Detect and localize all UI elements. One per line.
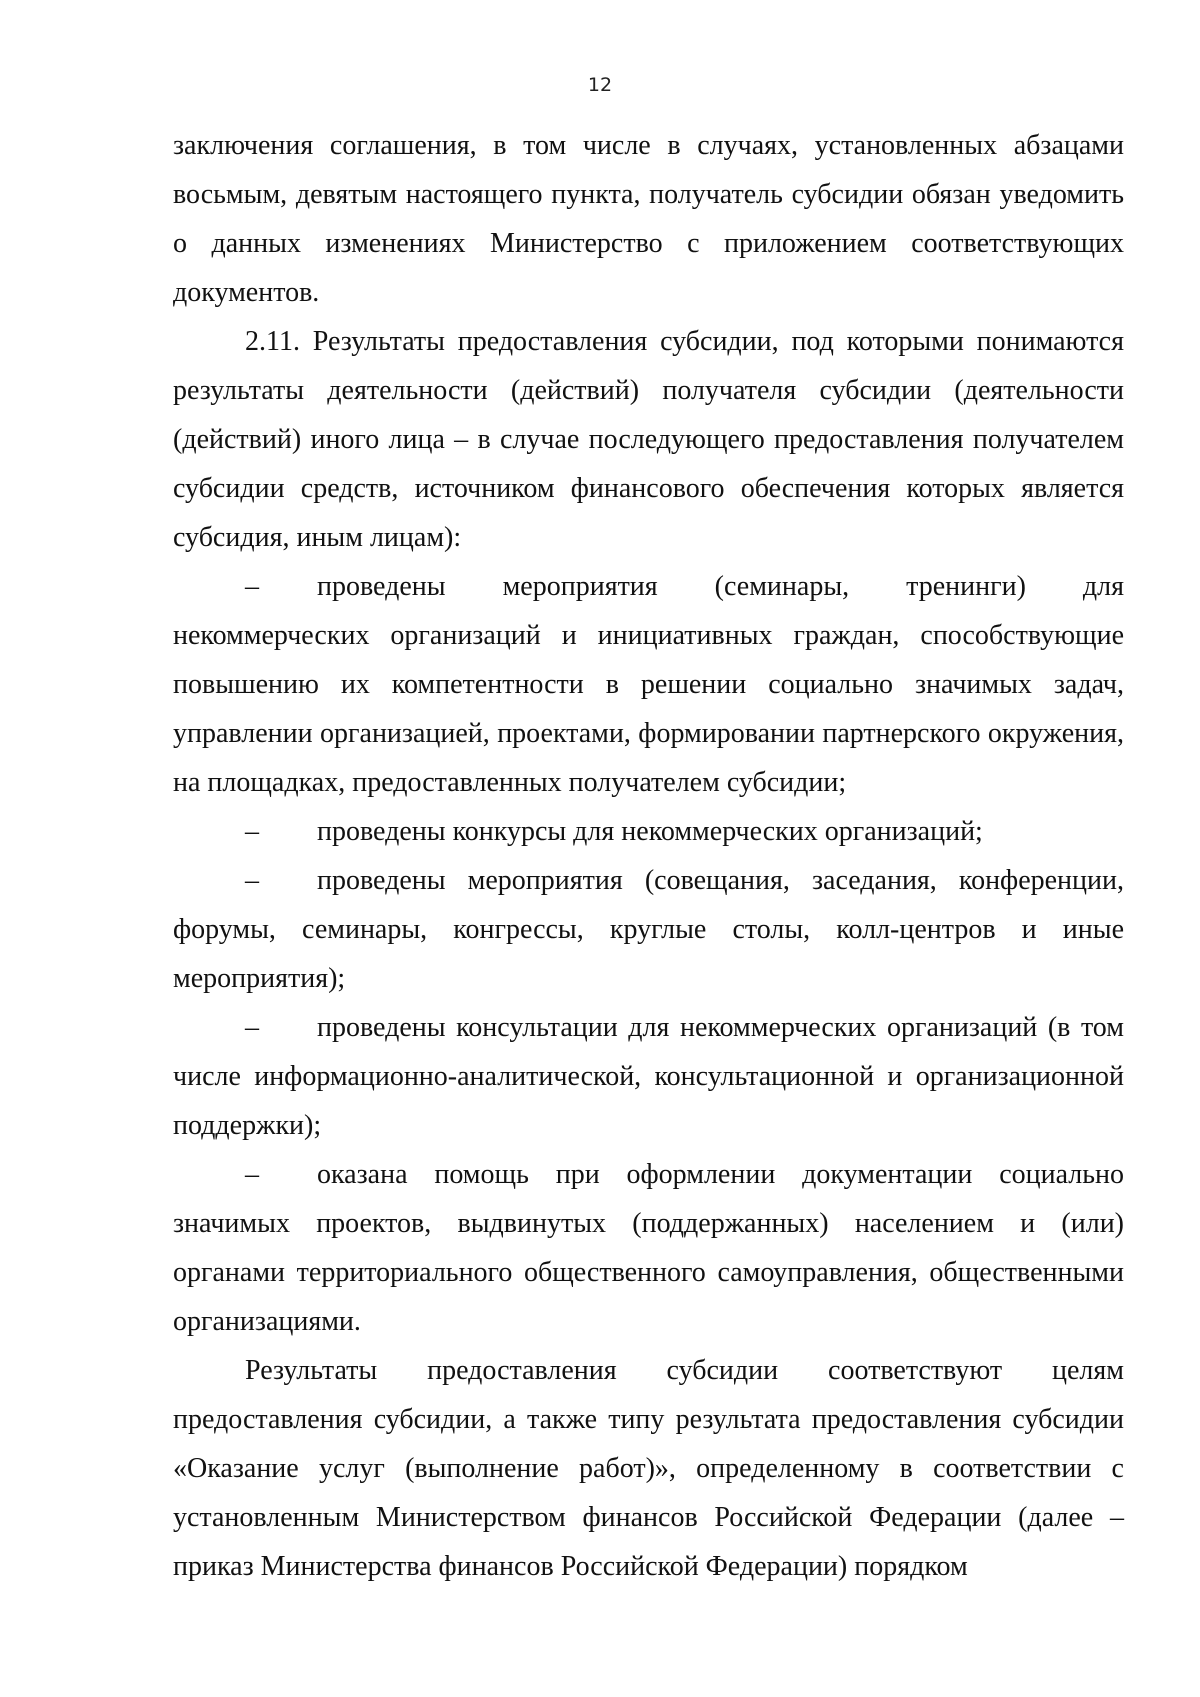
list-item [173,1150,1124,1346]
list-item-text: проведены консультации для некоммерческих организаций (в том числе информационно-аналитической, консультационной и организационной поддержки); [173,1012,1124,1141]
list-item-text: оказана помощь при оформлении документации социально значимых проектов, выдвинутых (поддержанных) населением и (или) органами территориального общественного самоуправления, общественными организациями. [173,1159,1124,1337]
list-item-text: проведены конкурсы для некоммерческих организаций; [317,816,983,847]
page-number: 12 [587,74,613,96]
list-dash: – [245,816,259,847]
paragraph-continuation: заключения соглашения, в том числе в случаях, установленных абзацами восьмым, девятым настоящего пункта, получатель субсидии обязан уведомить о данных изменениях Министерство с приложением соответствующих документов. [173,130,1124,308]
list-item-text: проведены мероприятия (семинары, тренинги) для некоммерческих организаций и инициативных граждан, способствующие повышению их компетентности в решении социально значимых задач, управлении организацией, проектами, формировании партнерского окружения, на площадках, предоставленных получателем субсидии; [173,571,1124,798]
list-dash: – [245,1159,259,1190]
list-item [173,562,1124,807]
list-item [173,856,1124,1003]
document-body [173,121,1124,1591]
paragraph-2-11: 2.11. Результаты предоставления субсидии, под которыми понимаются результаты деятельности (действий) получателя субсидии (деятельности (действий) иного лица – в случае последующего предоставления получателем субсидии средств, источником финансового обеспечения которых является субсидия, иным лицам): [173,326,1124,553]
list-item-text: проведены мероприятия (совещания, заседания, конференции, форумы, семинары, конгрессы, круглые столы, колл-центров и иные мероприятия); [173,865,1124,994]
list-item [173,1003,1124,1150]
list-dash: – [245,571,259,602]
list-item [173,807,1124,856]
paragraph-results-compliance: Результаты предоставления субсидии соответствуют целям предоставления субсидии, а также типу результата предоставления субсидии «Оказание услуг (выполнение работ)», определенному в соответствии с установленным Министерством финансов Российской Федерации (далее – приказ Министерства финансов Российской Федерации) порядком [173,1355,1124,1582]
list-dash: – [245,1012,259,1043]
list-dash: – [245,865,259,896]
